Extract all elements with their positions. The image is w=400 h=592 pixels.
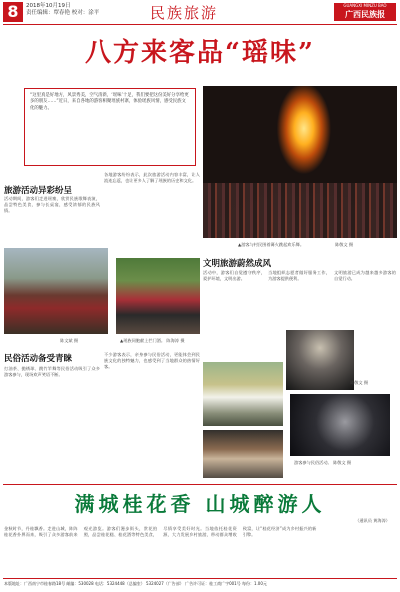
header-rule [3, 24, 397, 25]
photo-night-portrait [286, 330, 354, 390]
tourism-body-1: 活动期间，游客们走进瑶寨，欣赏民族歌舞表演，品尝特色美食，参与长桌宴，感受浓郁的民族风情。 [4, 196, 100, 213]
folk-body-1: 打油茶、抛绣球、跳竹竿舞等民俗活动吸引了众多游客参与，现场欢声笑语不断。 [4, 366, 100, 377]
bottom-body: 金秋时节，丹桂飘香。走进山城，阵阵桂花香扑鼻而来，吸引了众多游客前来观光游览。游客们漫步街头，赏花拍照，品尝桂花糕、桂花酒等特色美食，尽情享受美好时光。当地依托桂花资源，大力发展乡村旅游，带动群众增收致富，让“桂花经济”成为乡村振兴的新引擎。 [4, 526, 317, 537]
photo-toast [203, 362, 283, 426]
bonfire-caption: ▲游客与村民围着篝火跳起欢乐舞。 [238, 242, 305, 247]
issue-date-editor [26, 3, 99, 17]
section-head-civil: 文明旅游蔚然成风 [203, 259, 272, 269]
main-headline: 八方来客品“瑶味” [85, 38, 315, 68]
footer-rule [3, 578, 397, 579]
photo-banquet [203, 430, 283, 478]
editors: 责任编辑：覃春艳 校对：涂平 [26, 10, 100, 16]
page-header [0, 0, 400, 24]
civil-body-1: 活动中，游客们自觉遵守秩序，爱护环境，文明出游。 [203, 270, 265, 281]
issue-date: 2018年10月19日 [26, 3, 71, 9]
bonfire-credit: 陈敬文 摄 [335, 242, 354, 247]
lead-box: “这里真是好地方，风景秀美，空气清新，‘瑶味’十足，我们要把这份美好分享给更多的朋友……”近日，来自各地的游客相聚瑶族村寨，体验瑶族风情，感受民族文化的魅力。 [24, 88, 196, 166]
dancers-credit: 陈文斌 摄 [60, 338, 79, 343]
footer-info: 本版地址：广西南宁市桂春路18号 邮编：530028 电话：5324448（总编室） 5324027（广告部） 广告许可证：桂工商广字001号 每份：1.00元 [4, 581, 267, 586]
civil-body-2: 当地组织志愿者做好服务工作，为游客提供便利。 [268, 270, 330, 281]
section-head-tourism: 旅游活动异彩纷呈 [4, 186, 73, 196]
bonfire-photo [203, 86, 397, 238]
bottom-story-rule [3, 484, 397, 485]
newspaper-logo [334, 3, 396, 21]
girls-caption: ▲瑶族同胞献上拦门酒。 陈海涛 摄 [120, 338, 185, 343]
civil-body-3: 文明旅游已成为越来越多游客的自觉行动。 [334, 270, 396, 281]
photo-night-runner [290, 394, 390, 456]
bottom-byline: （通讯员 黄海涛） [355, 518, 390, 523]
logo-pinyin: GUANGXI MINZU BAO [343, 3, 387, 8]
page-number: 8 [3, 2, 23, 22]
photo-girls [116, 258, 200, 334]
tourism-body-2: 各地游客纷纷表示，此次旅游活动内容丰富，让人流连忘返，也让更多人了解了瑶族的历史和文化。 [104, 172, 200, 183]
folk-body-2: 不少游客表示，亲身参与民俗活动，更能体会到民族文化的独特魅力，也感受到了当地群众的热情好客。 [104, 352, 200, 369]
logo-name: 广西民族报 [345, 10, 385, 19]
bottom-headline: 满城桂花香 山城醉游人 [74, 492, 326, 516]
section-title: 民族旅游 [150, 4, 219, 22]
photo-dancers [4, 248, 108, 334]
night-credit: 陈敬文 摄 [350, 380, 369, 385]
section-head-folk: 民俗活动备受青睐 [4, 354, 73, 364]
crowd-silhouette [203, 183, 397, 238]
runner-caption: 游客参与民俗活动。 陈敬文 摄 [294, 460, 352, 465]
